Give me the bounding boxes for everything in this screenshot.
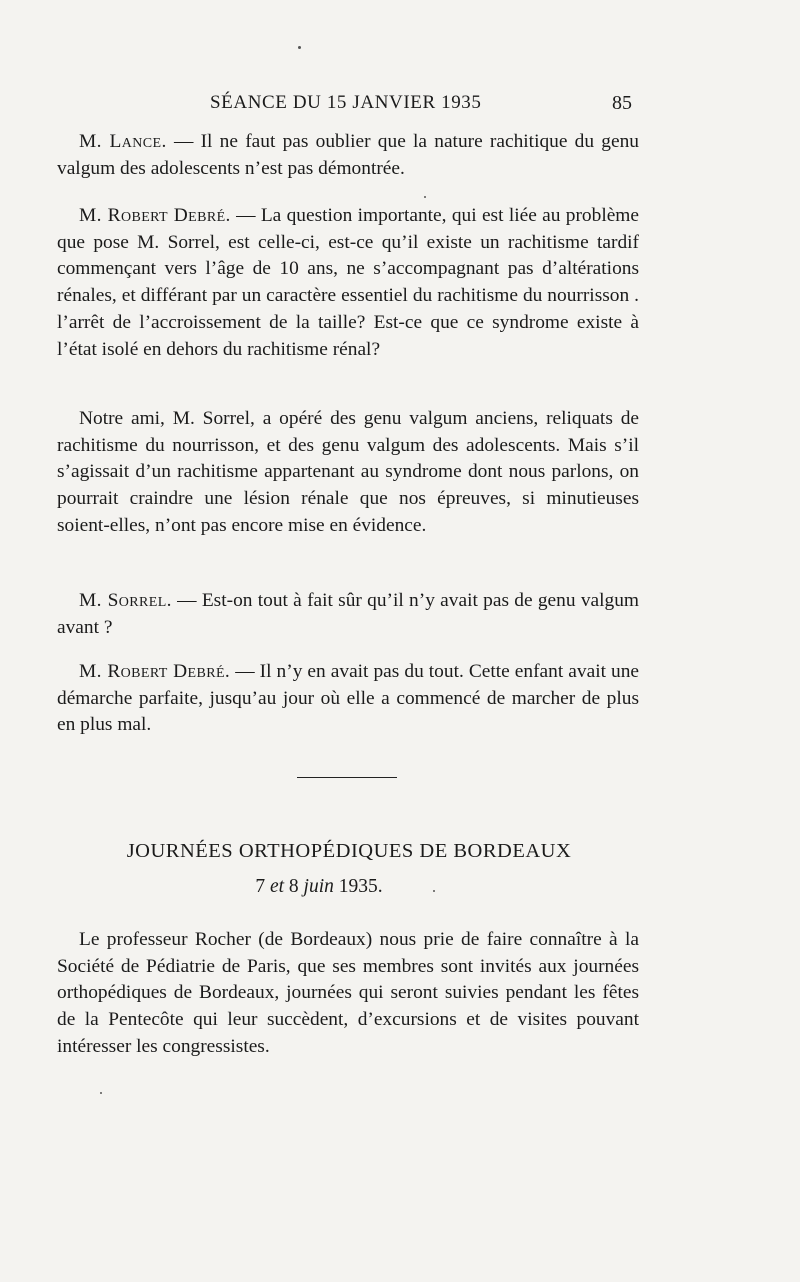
page-number: 85 (612, 92, 632, 114)
paper-speck (100, 1092, 102, 1094)
paragraph-text: — Il ne faut pas oublier que la nature rachitique du genu valgum des adolescents n’est pas démontrée. (57, 131, 639, 179)
paper-speck (424, 196, 426, 198)
paragraph-debre-3 (57, 659, 639, 739)
discussion-block (57, 659, 639, 739)
running-title: SÉANCE DU 15 JANVIER 1935 (210, 92, 482, 113)
paragraph-sorrel (57, 588, 639, 641)
date-year: 1935. (338, 876, 383, 897)
paragraph-text: — Est-on tout à fait sûr qu’il n’y avait pas de genu valgum avant ? (57, 590, 639, 638)
discussion-block (57, 406, 639, 540)
section-divider (297, 777, 397, 778)
date-day: 7 (255, 876, 266, 897)
paper-speck (433, 890, 435, 892)
speaker-name: M. Robert Debré. (79, 661, 231, 682)
paragraph-text: Notre ami, M. Sorrel, a opéré des genu valgum anciens, reliquats de rachitisme du nourrisson, et des genu valgum des adolescents. Mais s’il s’agissait d’un rachitisme appartenant au syndrome dont nous parlons, on pourrait craindre une lésion rénale que nos épreuves, si minutieuses soient-elles, n’ont pas encore mise en évidence. (57, 408, 639, 536)
paragraph-text: — Il n’y en avait pas du tout. Cette enfant avait une démarche parfaite, jusqu’au jour où elle a commencé de marcher de plus en plus mal. (57, 661, 640, 736)
section-date (0, 876, 638, 898)
discussion-block (57, 203, 639, 363)
speaker-name: M. Robert Debré. (79, 205, 231, 226)
date-day: 8 (288, 876, 299, 897)
announcement-block (57, 927, 639, 1061)
paragraph-debre-2 (57, 406, 639, 540)
paragraph-text: — La question importante, qui est liée au problème que pose M. Sorrel, est celle-ci, est-ce qu’il existe un rachitisme tardif commençant vers l’âge de 10 ans, ne s’accompagnant pas d’altérations rénales, et différant par un caractère essentiel du rachitisme du nourrisson . l’arrêt de l’accroissement de la taille? Est-ce que ce syndrome existe à l’état isolé en dehors du rachitisme rénal? (57, 205, 639, 360)
discussion-block (57, 129, 639, 182)
speaker-name: M. Lance. (79, 131, 167, 152)
date-month: juin (303, 876, 334, 897)
paper-speck (298, 46, 301, 49)
date-conjunction: et (269, 876, 285, 897)
section-title: JOURNÉES ORTHOPÉDIQUES DE BORDEAUX (126, 840, 572, 862)
speaker-name: M. Sorrel. (79, 590, 172, 611)
paragraph-lance (57, 129, 639, 182)
running-head (0, 92, 800, 120)
discussion-block (57, 588, 639, 641)
announcement-paragraph: Le professeur Rocher (de Bordeaux) nous prie de faire connaître à la Société de Pédiatrie de Paris, que ses membres sont invités aux journées orthopédiques de Bordeaux, journées qui seront suivies pendant les fêtes de la Pentecôte qui leur succèdent, d’excursions et de visites pouvant intéresser les congressistes. (57, 929, 639, 1057)
paragraph-debre-1 (57, 203, 639, 363)
